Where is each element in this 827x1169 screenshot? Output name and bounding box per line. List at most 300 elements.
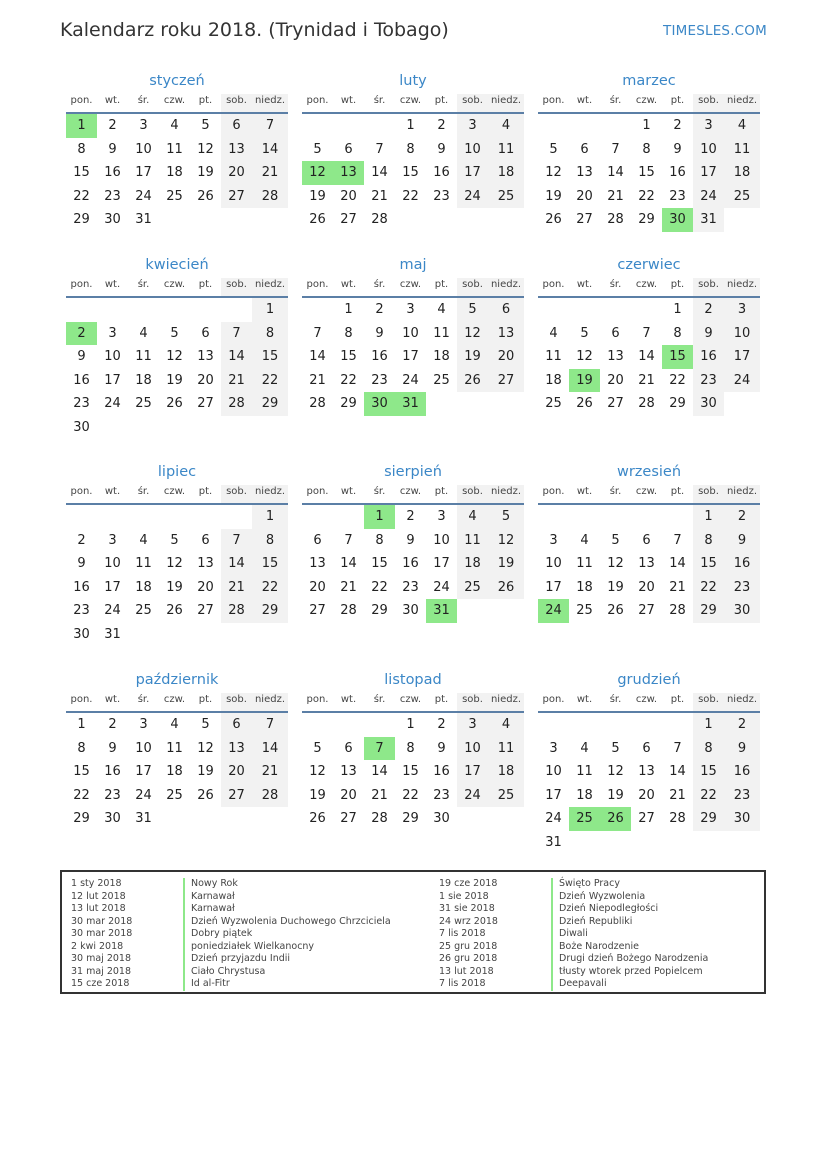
day-cell: 1 (693, 713, 724, 737)
empty-day-cell (538, 114, 569, 138)
week-row (538, 298, 760, 322)
empty-day-cell (457, 807, 488, 831)
weekday-header (302, 94, 524, 114)
week-row (538, 552, 760, 576)
empty-day-cell (333, 114, 364, 138)
month-block (66, 671, 288, 831)
day-cell: 14 (669, 764, 686, 779)
empty-day-cell (600, 298, 631, 322)
day-cell: 23 (693, 369, 724, 393)
holiday-day-cell: 31 (395, 392, 426, 416)
week-row (302, 161, 524, 185)
day-cell: 9 (77, 556, 86, 571)
day-cell: 11 (488, 138, 524, 162)
empty-day-cell (97, 416, 128, 440)
day-cell: 4 (139, 325, 148, 341)
empty-day-cell (457, 599, 488, 623)
day-cell: 25 (545, 396, 562, 411)
legend-date: 30 mar 2018 (71, 928, 133, 939)
day-cell: 6 (313, 532, 322, 548)
month-block (302, 72, 524, 232)
day-cell: 22 (402, 787, 419, 803)
month-name: wrzesień (616, 464, 682, 480)
day-cell: 26 (607, 603, 624, 618)
day-cell: 11 (135, 349, 152, 364)
weekday-label: pon. (70, 279, 93, 290)
day-cell: 4 (139, 532, 148, 548)
week-row (302, 713, 524, 737)
day-cell: 22 (371, 579, 388, 595)
weekday-label: sob. (221, 278, 252, 296)
weekday-label: śr. (609, 694, 622, 705)
day-cell: 26 (545, 212, 562, 227)
day-cell: 14 (669, 556, 686, 571)
month-days (66, 713, 288, 831)
day-cell: 21 (221, 369, 252, 393)
month-block (66, 256, 288, 439)
day-cell: 2 (77, 532, 86, 548)
day-cell: 23 (724, 784, 760, 808)
empty-day-cell (569, 713, 600, 737)
day-cell: 5 (611, 532, 620, 548)
day-cell: 4 (170, 118, 179, 133)
week-row (66, 623, 288, 647)
weekday-label: czw. (163, 486, 186, 497)
empty-day-cell (252, 807, 288, 831)
empty-day-cell (159, 298, 190, 322)
day-cell: 2 (108, 118, 117, 133)
weekday-header (302, 278, 524, 298)
empty-day-cell (426, 208, 457, 232)
day-cell: 13 (221, 138, 252, 162)
weekday-label: wt. (576, 694, 593, 705)
day-cell: 24 (724, 369, 760, 393)
week-row (302, 322, 524, 346)
week-row (538, 807, 760, 831)
month-name: maj (399, 257, 427, 273)
legend-holiday-name: Dzień Wyzwolenia (551, 891, 645, 904)
week-row (66, 713, 288, 737)
month-name: listopad (384, 672, 442, 688)
day-cell: 26 (488, 576, 524, 600)
month-name: kwiecień (145, 257, 209, 273)
day-cell: 3 (406, 302, 415, 317)
legend-holiday-name: Dobry piątek (183, 928, 252, 941)
day-cell: 1 (642, 118, 651, 133)
day-cell: 2 (437, 717, 446, 732)
day-cell: 17 (135, 764, 152, 779)
day-cell: 22 (73, 787, 90, 803)
day-cell: 18 (166, 764, 183, 779)
day-cell: 8 (344, 325, 353, 341)
day-cell: 10 (457, 138, 488, 162)
day-cell: 4 (580, 532, 589, 548)
day-cell: 30 (73, 419, 90, 435)
month-days (302, 505, 524, 623)
empty-day-cell (252, 208, 288, 232)
day-cell: 25 (488, 185, 524, 209)
day-cell: 7 (221, 322, 252, 346)
day-cell: 9 (724, 529, 760, 553)
empty-day-cell (190, 298, 221, 322)
month-days (66, 114, 288, 232)
empty-day-cell (97, 505, 128, 529)
day-cell: 11 (457, 529, 488, 553)
week-row (66, 298, 288, 322)
legend-holiday-name: poniedziałek Wielkanocny (183, 941, 314, 954)
empty-day-cell (569, 505, 600, 529)
empty-day-cell (631, 505, 662, 529)
week-row (66, 505, 288, 529)
day-cell: 24 (104, 396, 121, 411)
weekday-label: śr. (373, 95, 386, 106)
week-row (538, 505, 760, 529)
week-row (66, 369, 288, 393)
empty-day-cell (364, 114, 395, 138)
legend-holiday-name: Dzień Niepodległości (551, 903, 658, 916)
day-cell: 28 (371, 212, 388, 227)
day-cell: 29 (340, 396, 357, 411)
weekday-label: niedz. (724, 94, 760, 112)
day-cell: 18 (457, 552, 488, 576)
weekday-label: wt. (576, 95, 593, 106)
day-cell: 9 (108, 141, 117, 157)
day-cell: 1 (673, 302, 682, 317)
weekday-label: sob. (457, 94, 488, 112)
day-cell: 21 (371, 787, 388, 803)
holiday-day-cell: 31 (426, 599, 457, 623)
weekday-label: czw. (399, 486, 422, 497)
day-cell: 16 (73, 579, 90, 595)
day-cell: 3 (108, 325, 117, 341)
weekday-label: czw. (163, 95, 186, 106)
day-cell: 10 (104, 349, 121, 364)
day-cell: 8 (693, 529, 724, 553)
legend-date: 13 lut 2018 (71, 903, 126, 914)
holiday-day-cell: 12 (302, 161, 333, 185)
day-cell: 21 (669, 579, 686, 595)
month-block (302, 671, 524, 831)
empty-day-cell (302, 114, 333, 138)
day-cell: 10 (545, 764, 562, 779)
day-cell: 28 (371, 811, 388, 826)
day-cell: 6 (580, 141, 589, 157)
day-cell: 26 (576, 396, 593, 411)
holiday-day-cell: 26 (600, 807, 631, 831)
weekday-label: śr. (137, 95, 150, 106)
month-days (302, 298, 524, 416)
day-cell: 22 (252, 576, 288, 600)
day-cell: 25 (488, 784, 524, 808)
day-cell: 5 (313, 740, 322, 756)
legend-date: 30 mar 2018 (71, 915, 133, 927)
day-cell: 14 (221, 345, 252, 369)
empty-day-cell (457, 208, 488, 232)
day-cell: 10 (457, 737, 488, 761)
day-cell: 19 (457, 345, 488, 369)
day-cell: 20 (197, 372, 214, 388)
holiday-day-cell: 30 (364, 392, 395, 416)
weekday-header (66, 693, 288, 713)
day-cell: 2 (673, 118, 682, 133)
week-row (66, 784, 288, 808)
day-cell: 3 (549, 740, 558, 756)
day-cell: 23 (402, 579, 419, 595)
empty-day-cell (159, 208, 190, 232)
legend-date: 24 wrz 2018 (439, 915, 498, 927)
empty-day-cell (190, 416, 221, 440)
day-cell: 15 (402, 165, 419, 180)
day-cell: 9 (724, 737, 760, 761)
weekday-label: śr. (609, 95, 622, 106)
day-cell: 10 (433, 532, 450, 548)
empty-day-cell (538, 298, 569, 322)
holiday-day-cell: 19 (569, 369, 600, 393)
day-cell: 3 (139, 118, 148, 133)
day-cell: 1 (406, 717, 415, 732)
day-cell: 12 (166, 556, 183, 571)
empty-day-cell (364, 713, 395, 737)
empty-day-cell (66, 298, 97, 322)
day-cell: 30 (693, 392, 724, 416)
week-row (66, 737, 288, 761)
weekday-label: pt. (670, 694, 685, 705)
day-cell: 13 (576, 165, 593, 180)
day-cell: 20 (576, 188, 593, 204)
empty-day-cell (724, 831, 760, 855)
day-cell: 3 (457, 114, 488, 138)
day-cell: 19 (166, 372, 183, 388)
weekday-label: sob. (693, 94, 724, 112)
day-cell: 19 (607, 787, 624, 803)
day-cell: 23 (73, 396, 90, 411)
holiday-day-cell: 1 (66, 114, 97, 138)
day-cell: 2 (406, 509, 415, 524)
week-row (538, 392, 760, 416)
day-cell: 14 (309, 349, 326, 364)
weekday-label: pon. (306, 694, 329, 705)
weekday-label: pt. (670, 95, 685, 106)
day-cell: 14 (371, 165, 388, 180)
day-cell: 16 (693, 345, 724, 369)
month-block (302, 463, 524, 623)
day-cell: 31 (104, 626, 121, 642)
day-cell: 28 (309, 396, 326, 411)
weekday-label: wt. (340, 95, 357, 106)
day-cell: 29 (402, 811, 419, 826)
day-cell: 11 (724, 138, 760, 162)
weekday-label: wt. (104, 694, 121, 705)
day-cell: 6 (344, 740, 353, 756)
weekday-label: śr. (373, 486, 386, 497)
day-cell: 27 (197, 603, 214, 618)
day-cell: 29 (693, 807, 724, 831)
weekday-header (538, 94, 760, 114)
weekday-label: śr. (373, 279, 386, 290)
day-cell: 19 (309, 787, 326, 803)
legend-date: 30 maj 2018 (71, 953, 132, 964)
week-row (66, 185, 288, 209)
day-cell: 30 (73, 626, 90, 642)
day-cell: 13 (197, 556, 214, 571)
legend-date: 7 lis 2018 (439, 978, 486, 989)
legend-date: 1 sie 2018 (439, 890, 489, 902)
day-cell: 20 (488, 345, 524, 369)
day-cell: 5 (201, 717, 210, 732)
day-cell: 8 (673, 325, 682, 341)
day-cell: 12 (197, 740, 214, 756)
day-cell: 11 (433, 325, 450, 341)
day-cell: 16 (104, 764, 121, 779)
week-row (66, 114, 288, 138)
empty-day-cell (488, 599, 524, 623)
legend-date: 1 sty 2018 (71, 878, 122, 889)
week-row (66, 552, 288, 576)
empty-day-cell (66, 505, 97, 529)
weekday-label: pon. (542, 95, 565, 106)
weekday-label: pon. (542, 694, 565, 705)
day-cell: 28 (638, 396, 655, 411)
day-cell: 31 (135, 811, 152, 826)
legend-holiday-name: tłusty wtorek przed Popielcem (551, 966, 703, 979)
day-cell: 6 (488, 298, 524, 322)
empty-day-cell (190, 807, 221, 831)
day-cell: 29 (73, 212, 90, 227)
day-cell: 8 (406, 740, 415, 756)
day-cell: 7 (252, 713, 288, 737)
day-cell: 20 (309, 579, 326, 595)
day-cell: 4 (580, 740, 589, 756)
day-cell: 18 (433, 349, 450, 364)
day-cell: 7 (375, 141, 384, 157)
day-cell: 29 (693, 599, 724, 623)
day-cell: 2 (693, 298, 724, 322)
day-cell: 18 (576, 579, 593, 595)
day-cell: 8 (375, 532, 384, 548)
month-name: październik (135, 672, 219, 688)
day-cell: 2 (724, 505, 760, 529)
day-cell: 27 (488, 369, 524, 393)
day-cell: 25 (166, 787, 183, 803)
day-cell: 11 (576, 764, 593, 779)
week-row (302, 784, 524, 808)
weekday-label: czw. (399, 95, 422, 106)
empty-day-cell (457, 392, 488, 416)
empty-day-cell (128, 298, 159, 322)
brand-link[interactable]: TIMESLES.COM (663, 23, 767, 39)
day-cell: 15 (693, 760, 724, 784)
day-cell: 24 (135, 787, 152, 803)
day-cell: 20 (197, 579, 214, 595)
empty-day-cell (693, 831, 724, 855)
empty-day-cell (662, 831, 693, 855)
empty-day-cell (333, 505, 364, 529)
empty-day-cell (569, 114, 600, 138)
day-cell: 20 (340, 188, 357, 204)
week-row (538, 185, 760, 209)
day-cell: 1 (252, 298, 288, 322)
day-cell: 8 (77, 141, 86, 157)
day-cell: 16 (724, 760, 760, 784)
weekday-label: śr. (137, 486, 150, 497)
empty-day-cell (600, 505, 631, 529)
week-row (66, 760, 288, 784)
day-cell: 14 (221, 552, 252, 576)
day-cell: 18 (488, 161, 524, 185)
day-cell: 22 (73, 188, 90, 204)
empty-day-cell (600, 114, 631, 138)
day-cell: 25 (724, 185, 760, 209)
day-cell: 30 (724, 599, 760, 623)
day-cell: 26 (309, 811, 326, 826)
day-cell: 29 (371, 603, 388, 618)
weekday-label: pon. (542, 486, 565, 497)
legend-holiday-name: Ciało Chrystusa (183, 966, 265, 979)
weekday-label: wt. (576, 279, 593, 290)
day-cell: 8 (252, 322, 288, 346)
day-cell: 28 (252, 185, 288, 209)
weekday-label: sob. (457, 693, 488, 711)
day-cell: 18 (166, 165, 183, 180)
day-cell: 23 (104, 787, 121, 803)
week-row (302, 529, 524, 553)
week-row (302, 807, 524, 831)
empty-day-cell (159, 505, 190, 529)
day-cell: 20 (340, 787, 357, 803)
month-name: styczeń (149, 73, 205, 89)
day-cell: 22 (669, 372, 686, 388)
weekday-label: pt. (434, 279, 449, 290)
day-cell: 12 (457, 322, 488, 346)
day-cell: 9 (437, 141, 446, 157)
week-row (302, 505, 524, 529)
legend-date: 19 cze 2018 (439, 878, 498, 889)
day-cell: 14 (340, 556, 357, 571)
day-cell: 19 (309, 188, 326, 204)
day-cell: 28 (669, 603, 686, 618)
empty-day-cell (662, 713, 693, 737)
week-row (66, 807, 288, 831)
empty-day-cell (221, 298, 252, 322)
day-cell: 9 (77, 349, 86, 364)
month-name: marzec (622, 73, 676, 89)
weekday-label: pon. (70, 486, 93, 497)
day-cell: 25 (135, 396, 152, 411)
empty-day-cell (538, 713, 569, 737)
day-cell: 20 (638, 787, 655, 803)
weekday-label: śr. (609, 279, 622, 290)
day-cell: 7 (252, 114, 288, 138)
day-cell: 3 (139, 717, 148, 732)
day-cell: 5 (488, 505, 524, 529)
day-cell: 28 (607, 212, 624, 227)
day-cell: 17 (433, 556, 450, 571)
week-row (302, 208, 524, 232)
day-cell: 10 (135, 740, 152, 756)
day-cell: 11 (166, 740, 183, 756)
empty-day-cell (488, 208, 524, 232)
day-cell: 15 (252, 552, 288, 576)
legend-date: 26 gru 2018 (439, 953, 498, 964)
week-row (302, 298, 524, 322)
day-cell: 9 (108, 740, 117, 756)
weekday-label: czw. (635, 694, 658, 705)
month-days (66, 298, 288, 439)
day-cell: 23 (73, 603, 90, 618)
empty-day-cell (159, 416, 190, 440)
day-cell: 2 (108, 717, 117, 732)
weekday-label: pt. (670, 279, 685, 290)
